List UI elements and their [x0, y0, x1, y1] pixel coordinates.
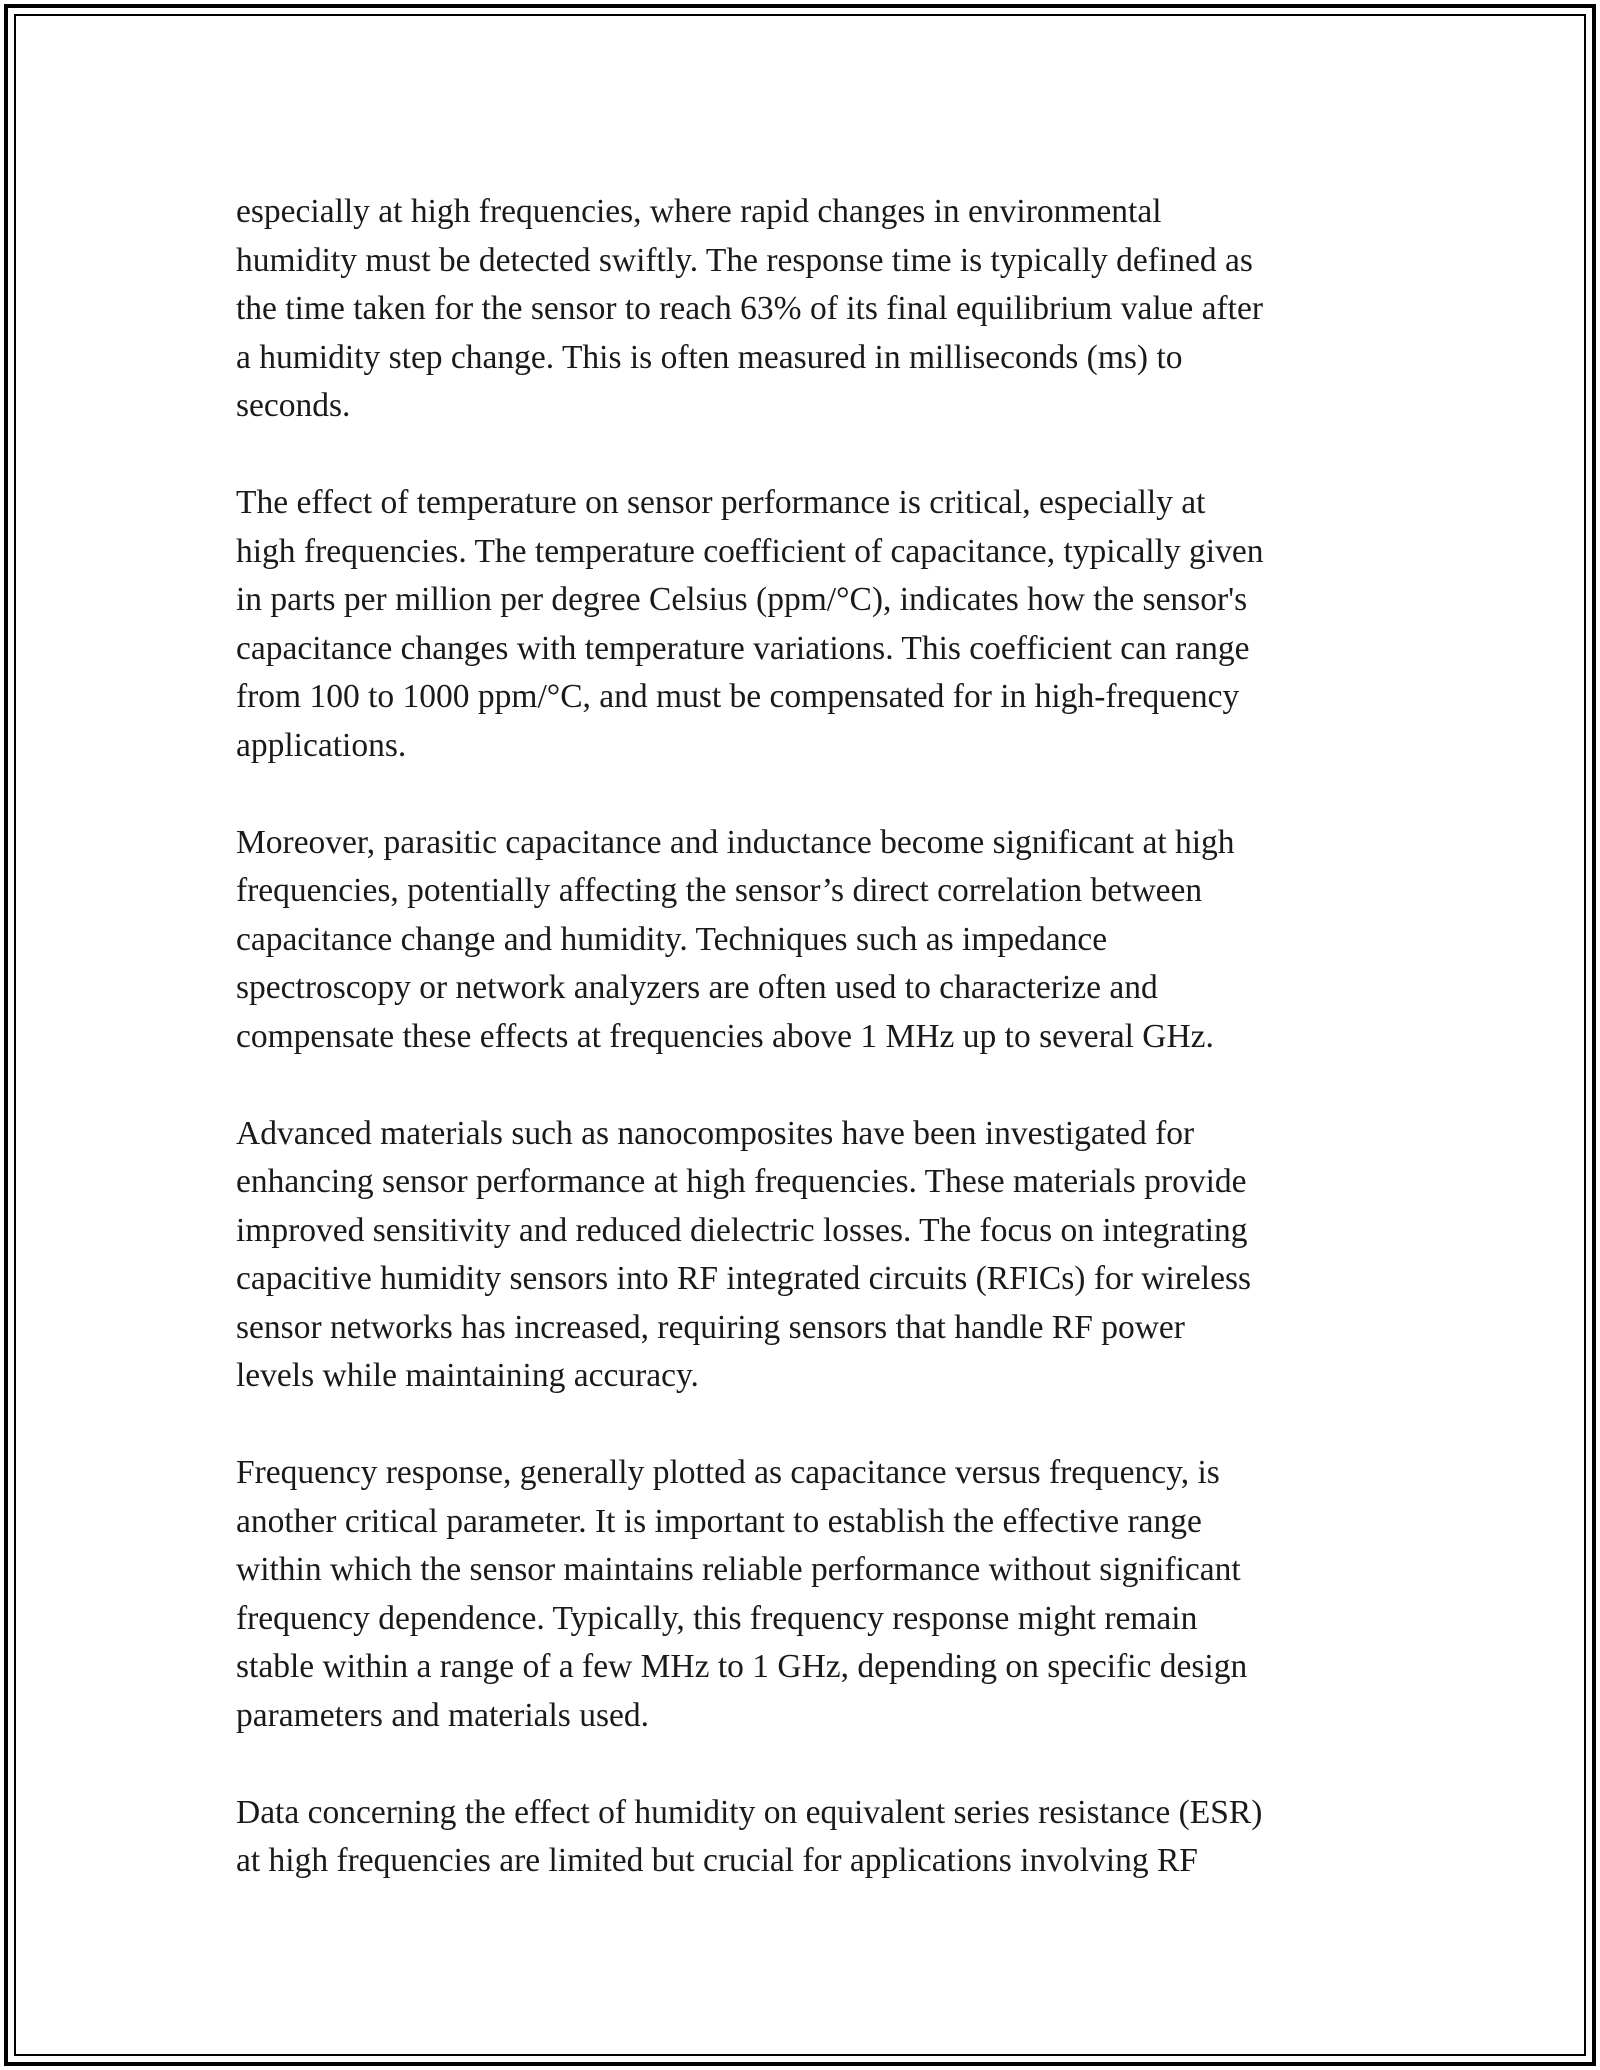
text-line: at high frequencies are limited but crucial for applications involving RF [236, 1842, 1198, 1879]
text-line: capacitive humidity sensors into RF integrated circuits (RFICs) for wireless [236, 1260, 1252, 1297]
text-line: frequencies, potentially affecting the sensor’s direct correlation between [236, 872, 1203, 909]
paragraph-advanced-materials [236, 1110, 1386, 1401]
text-line: improved sensitivity and reduced dielectric losses. The focus on integrating [236, 1211, 1248, 1249]
text-line: the time taken for the sensor to reach 63% of its final equilibrium value after [236, 290, 1263, 327]
text-line: capacitance changes with temperature variations. This coefficient can range [236, 629, 1250, 667]
paragraph-frequency-response [236, 1449, 1386, 1740]
text-line: humidity must be detected swiftly. The response time is typically defined as [236, 241, 1253, 279]
text-line: within which the sensor maintains reliable performance without significant [236, 1551, 1241, 1588]
paragraph-response-time [236, 188, 1386, 431]
text-line: high frequencies. The temperature coefficient of capacitance, typically given [236, 532, 1264, 570]
text-line: Moreover, parasitic capacitance and inductance become significant at high [236, 823, 1235, 861]
text-line: parameters and materials used. [236, 1696, 649, 1734]
text-line: frequency dependence. Typically, this frequency response might remain [236, 1599, 1198, 1637]
text-line: sensor networks has increased, requiring sensors that handle RF power [236, 1308, 1185, 1346]
paragraph-temperature-effect [236, 479, 1386, 770]
text-line: The effect of temperature on sensor performance is critical, especially at [236, 484, 1206, 521]
text-line: Frequency response, generally plotted as capacitance versus frequency, is [236, 1454, 1220, 1491]
text-line: seconds. [236, 387, 351, 424]
text-line: another critical parameter. It is important to establish the effective range [236, 1502, 1202, 1540]
text-line: Advanced materials such as nanocomposites have been investigated for [236, 1114, 1195, 1152]
text-line: Data concerning the effect of humidity on equivalent series resistance (ESR) [236, 1793, 1263, 1831]
text-line: applications. [236, 726, 407, 764]
text-line: levels while maintaining accuracy. [236, 1357, 699, 1394]
text-line: capacitance change and humidity. Techniques such as impedance [236, 920, 1108, 958]
paragraph-esr-data [236, 1789, 1386, 1886]
text-line: especially at high frequencies, where rapid changes in environmental [236, 193, 1162, 230]
text-line: enhancing sensor performance at high frequencies. These materials provide [236, 1163, 1247, 1200]
text-line: from 100 to 1000 ppm/°C, and must be compensated for in high-frequency [236, 678, 1240, 715]
paragraph-parasitic-effects [236, 819, 1386, 1062]
document-body [236, 188, 1386, 1934]
text-line: spectroscopy or network analyzers are often used to characterize and [236, 969, 1158, 1006]
text-line: stable within a range of a few MHz to 1 GHz, depending on specific design [236, 1648, 1248, 1685]
text-line: compensate these effects at frequencies above 1 MHz up to several GHz. [236, 1017, 1214, 1055]
text-line: a humidity step change. This is often measured in milliseconds (ms) to [236, 338, 1183, 376]
text-line: in parts per million per degree Celsius (ppm/°C), indicates how the sensor's [236, 581, 1248, 618]
